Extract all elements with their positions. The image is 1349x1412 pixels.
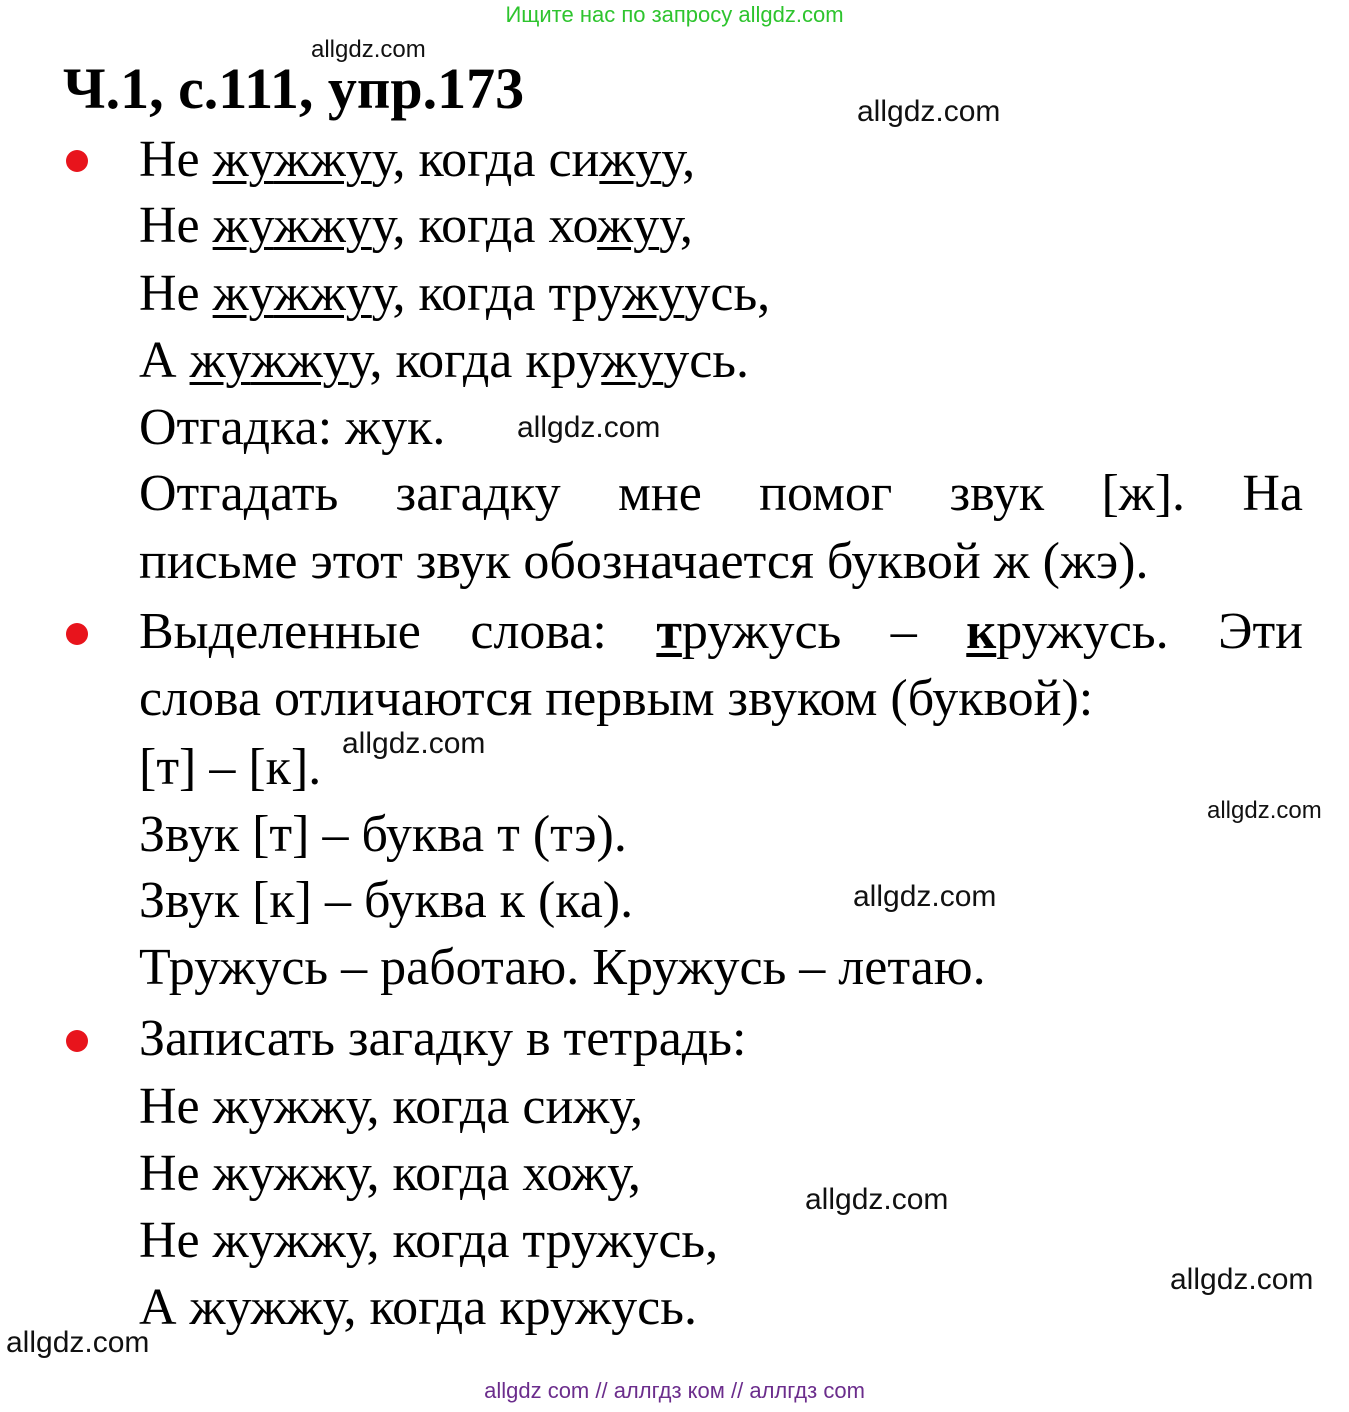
underlined-letters: жу [212, 265, 274, 322]
watermark: allgdz.com [311, 36, 426, 63]
watermark: allgdz.com [517, 411, 661, 444]
underlined-letters: жжу [273, 197, 372, 254]
underlined-letters: жу [599, 131, 662, 188]
underlined-letter-t: т [656, 603, 682, 660]
text-line: Тружусь – работаю. Кружусь – летаю. [139, 939, 986, 996]
bullet-icon [66, 1030, 88, 1052]
highlighted-words-line: Выделенные слова: тружусь – кружусь. Эти [139, 603, 1304, 660]
task-line: Записать загадку в тетрадь: [139, 1010, 747, 1067]
underlined-letters: жу [189, 332, 251, 389]
page-title: Ч.1, с.111, упр.173 [63, 56, 525, 121]
text-line: Звук [т] – буква т (тэ). [139, 806, 627, 863]
text-line: слова отличаются первым звуком (буквой): [139, 670, 1094, 727]
watermark: allgdz.com [6, 1326, 150, 1359]
underlined-letters: жжу [250, 332, 349, 389]
underlined-letters: жу [212, 197, 274, 254]
watermark: allgdz.com [857, 95, 1001, 128]
riddle-line: Не жужжуу, когда хожуу, [139, 197, 693, 254]
underlined-letters: жу [212, 131, 274, 188]
search-banner: Ищите нас по запросу allgdz.com [505, 2, 844, 27]
riddle-plain-line: Не жужжу, когда сижу, [139, 1078, 644, 1135]
riddle-plain-line: Не жужжу, когда хожу, [139, 1145, 641, 1202]
watermark: allgdz.com [805, 1183, 949, 1216]
text-line: Звук [к] – буква к (ка). [139, 872, 634, 929]
riddle-line: Не жужжуу, когда тружуусь, [139, 265, 771, 322]
riddle-plain-line: А жужжу, когда кружусь. [139, 1279, 697, 1336]
explanation-line: письме этот звук обозначается буквой ж (жэ). [139, 533, 1149, 590]
riddle-line: Не жужжуу, когда сижуу, [139, 131, 696, 188]
bullet-icon [66, 150, 88, 172]
bullet-icon [66, 623, 88, 645]
watermark: allgdz.com [342, 727, 486, 760]
riddle-plain-line: Не жужжу, когда тружусь, [139, 1212, 719, 1269]
underlined-letters: жу [601, 332, 664, 389]
underlined-letter-k: к [966, 603, 997, 660]
explanation-line: Отгадать загадку мне помог звук [ж]. На [139, 465, 1304, 522]
text-line: [т] – [к]. [139, 739, 322, 796]
riddle-answer: Отгадка: жук. [139, 399, 446, 456]
underlined-letters: жу [622, 265, 685, 322]
underlined-letters: жу [597, 197, 660, 254]
watermark: allgdz.com [1207, 797, 1322, 824]
riddle-line: А жужжуу, когда кружуусь. [139, 332, 749, 389]
underlined-letters: жжу [273, 265, 372, 322]
footer-links: allgdz com // аллгдз ком // аллгдз com [484, 1378, 865, 1403]
watermark: allgdz.com [853, 880, 997, 913]
watermark: allgdz.com [1170, 1263, 1314, 1296]
underlined-letters: жжу [273, 131, 372, 188]
